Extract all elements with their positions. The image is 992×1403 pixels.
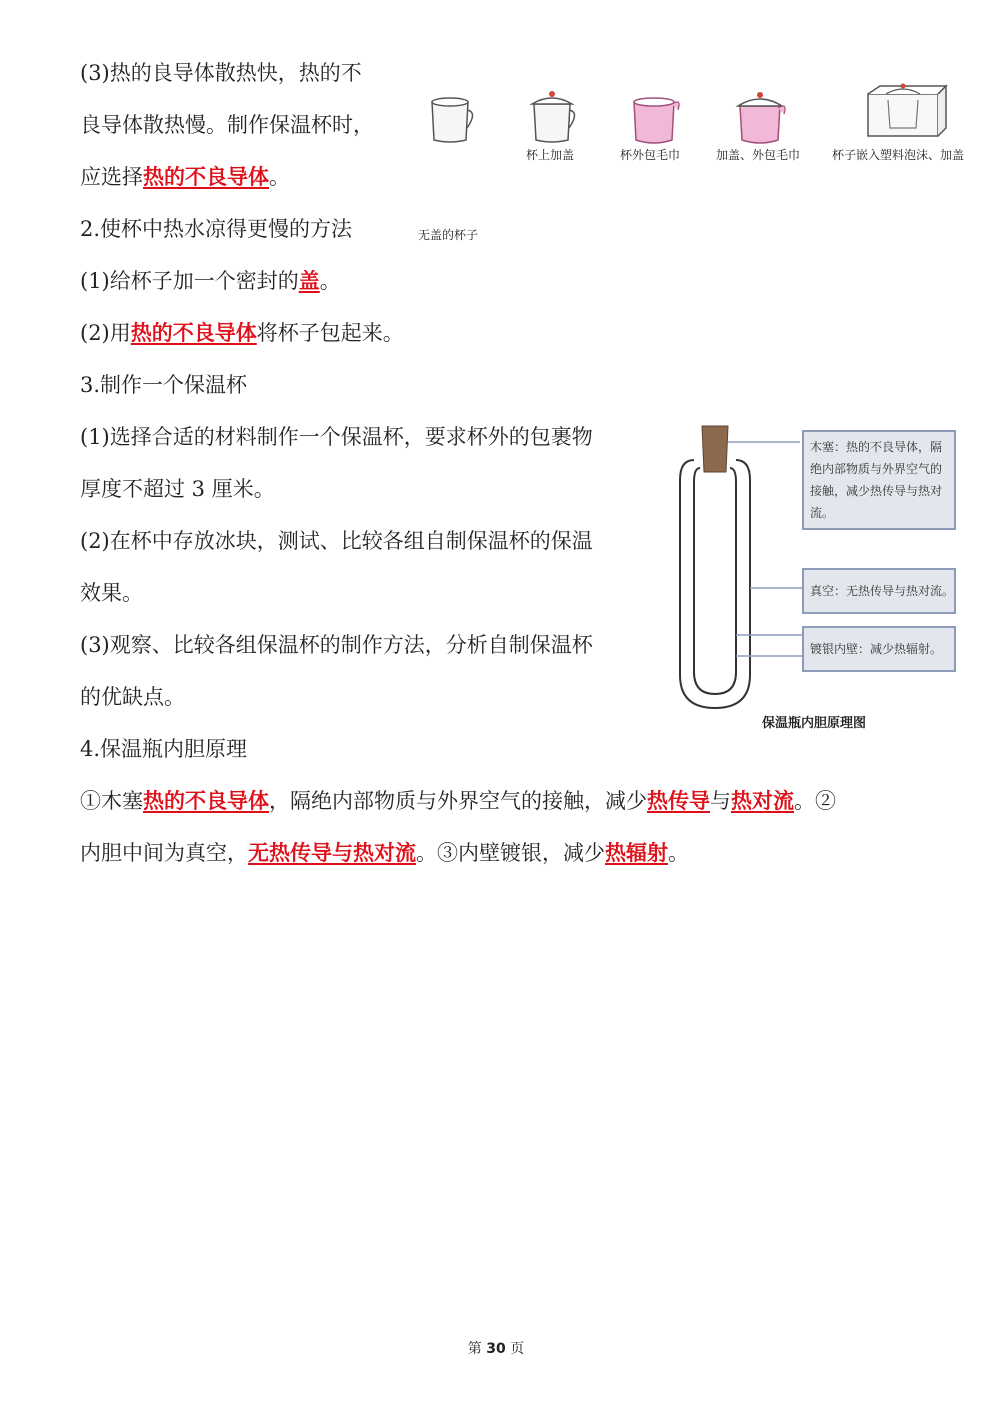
text: 3.制作一个保温杯	[80, 373, 248, 397]
text-line	[80, 266, 341, 296]
text-line	[80, 786, 836, 816]
text: (3)热的良导体散热快，热的不	[80, 61, 362, 85]
text-line	[80, 422, 593, 452]
answer-blank: 热辐射	[605, 841, 668, 865]
text: 。③内壁镀银，减少	[416, 841, 605, 865]
text: 。	[269, 165, 290, 189]
cup-label: 杯上加盖	[526, 148, 575, 162]
cup-label: 无盖的杯子	[418, 228, 479, 242]
text-line	[80, 838, 689, 868]
text: (1)选择合适的材料制作一个保温杯，要求杯外的包裹物	[80, 425, 593, 449]
text: (2)用	[80, 321, 131, 345]
callout-vacuum: 真空：无热传导与热对流。	[802, 568, 956, 614]
cup-towel-icon	[634, 98, 679, 143]
text-line	[80, 318, 404, 348]
flask-diagram	[670, 420, 970, 740]
cups-drawing	[410, 80, 980, 150]
text-line	[80, 110, 374, 140]
section-heading	[80, 370, 247, 400]
cup-label: 杯子嵌入塑料泡沫、加盖	[832, 148, 965, 162]
text: 应选择	[80, 165, 143, 189]
text: 。	[319, 269, 341, 293]
section-heading	[80, 214, 352, 244]
flask-caption: 保温瓶内胆原理图	[762, 716, 867, 731]
cup-no-lid-icon	[432, 98, 473, 142]
text: 与	[710, 789, 731, 813]
text: 2.使杯中热水凉得更慢的方法	[80, 217, 353, 241]
callout-silver-wall: 镀银内壁：减少热辐射。	[802, 626, 956, 672]
callout-cork: 木塞：热的不良导体，隔绝内部物质与外界空气的接触，减少热传导与热对流。	[802, 430, 956, 530]
answer-blank: 热的不良导体	[143, 789, 269, 813]
footer-suffix: 页	[510, 1341, 525, 1357]
text-line	[80, 682, 185, 712]
page-number: 30	[486, 1341, 506, 1357]
footer-prefix: 第	[467, 1341, 482, 1357]
cup-foam-box-icon	[868, 84, 946, 137]
cup-illustrations	[410, 80, 980, 242]
text: (2)在杯中存放冰块，测试、比较各组自制保温杯的保温	[80, 529, 593, 553]
text: 4.保温瓶内胆原理	[80, 737, 248, 761]
text: 内胆中间为真空，	[80, 841, 248, 865]
text: ①木塞	[80, 789, 143, 813]
text-line	[80, 58, 362, 88]
answer-blank: 热的不良导体	[143, 165, 269, 189]
answer-blank: 无热传导与热对流	[248, 841, 416, 865]
cup-label: 加盖、外包毛巾	[716, 148, 801, 162]
text: ，隔绝内部物质与外界空气的接触，减少	[269, 789, 647, 813]
text: 。②	[794, 789, 836, 813]
text-line	[80, 162, 290, 192]
cup-lid-towel-icon	[738, 92, 785, 143]
text-line	[80, 578, 143, 608]
text-line	[80, 526, 593, 556]
answer-blank: 盖	[298, 269, 320, 293]
text: 良导体散热慢。制作保温杯时，	[80, 113, 374, 137]
answer-blank: 热传导	[647, 789, 710, 813]
cup-with-lid-icon	[532, 91, 575, 142]
text: 。	[668, 841, 689, 865]
text: (3)观察、比较各组保温杯的制作方法，分析自制保温杯	[80, 633, 593, 657]
text-line	[80, 630, 593, 660]
cup-label: 杯外包毛巾	[620, 148, 681, 162]
section-heading	[80, 734, 247, 764]
text: 的优缺点。	[80, 685, 185, 709]
text: 厚度不超过 3 厘米。	[80, 477, 275, 501]
text: (1)给杯子加一个密封的	[80, 269, 299, 293]
answer-blank: 热的不良导体	[130, 321, 257, 345]
page-footer	[0, 1338, 992, 1358]
answer-blank: 热对流	[731, 789, 794, 813]
text: 效果。	[80, 581, 143, 605]
text: 将杯子包起来。	[256, 321, 404, 345]
text-line	[80, 474, 275, 504]
